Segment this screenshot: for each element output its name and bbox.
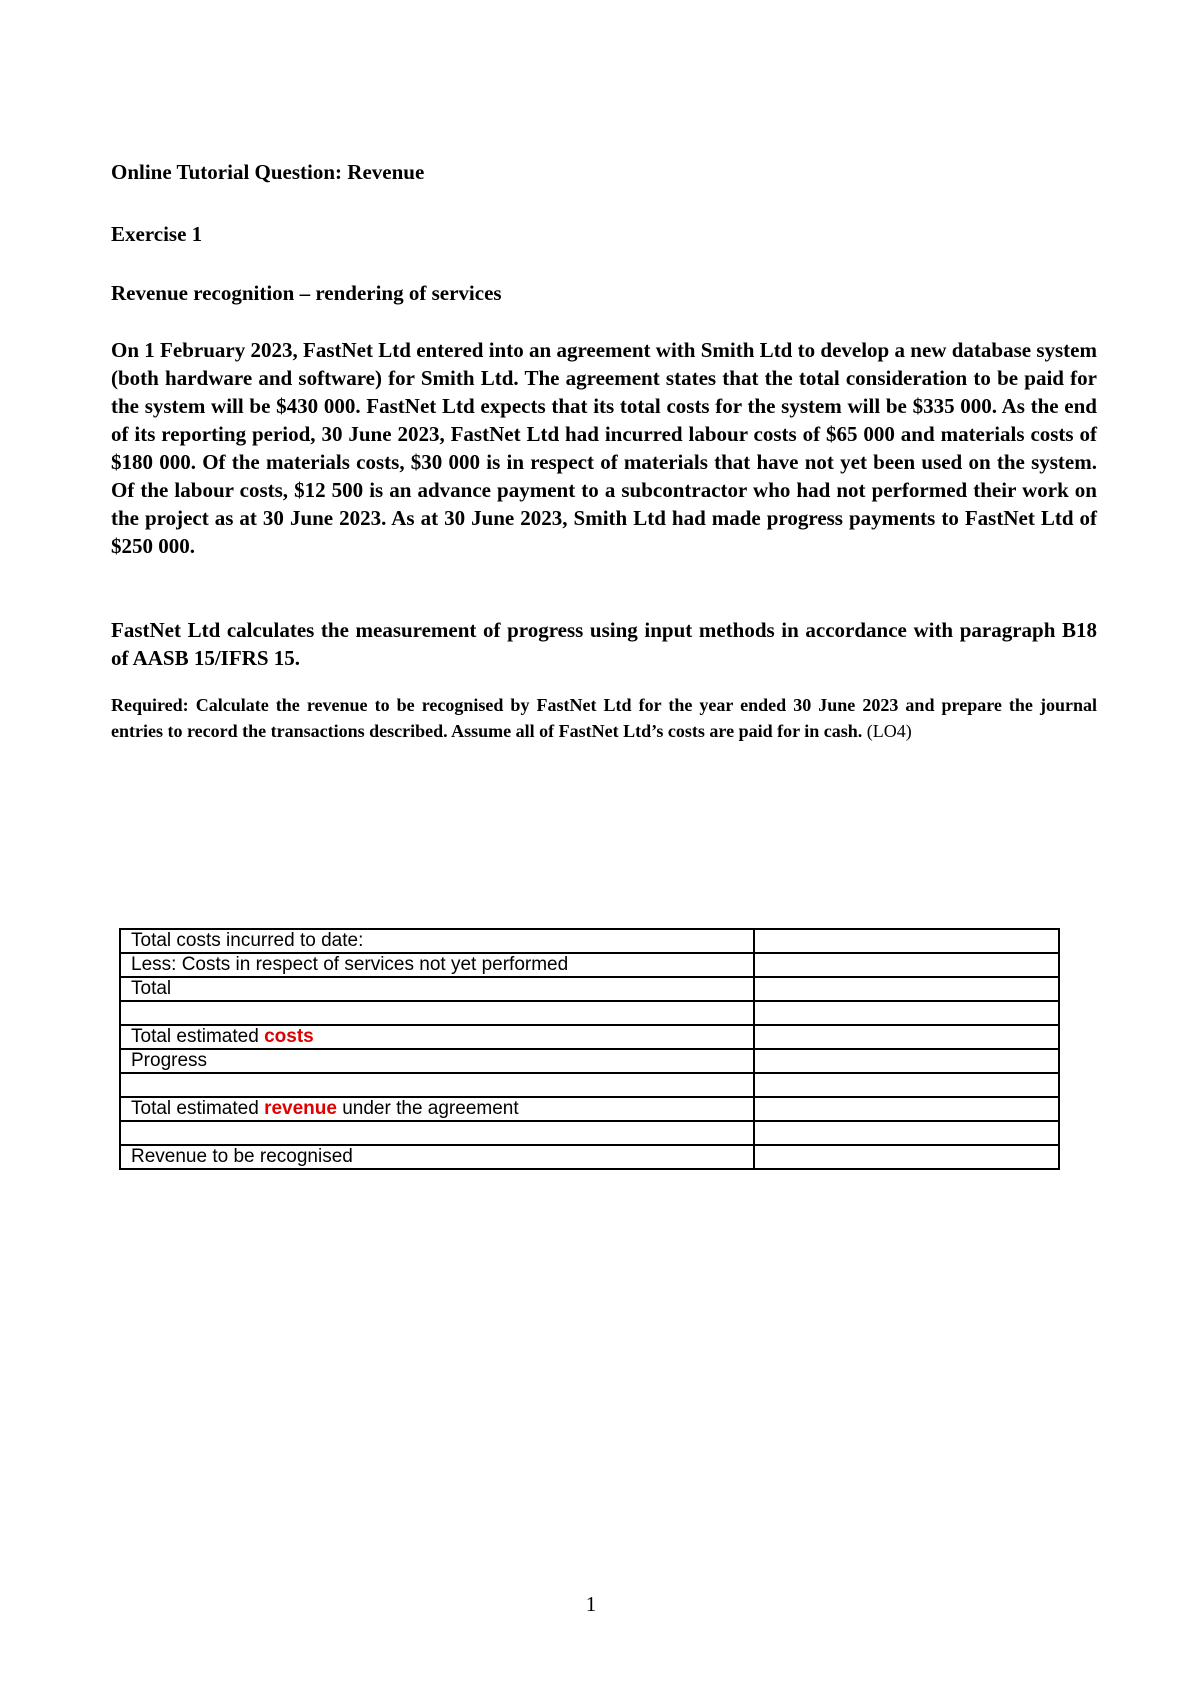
row-value-cell	[754, 1073, 1059, 1097]
table-row	[120, 1121, 1059, 1145]
table-row	[120, 977, 1059, 1001]
scenario-paragraph: On 1 February 2023, FastNet Ltd entered into an agreement with Smith Ltd to develop a new database system (both hardware and software) for Smith Ltd. The agreement states that the total consideration to be paid for the system will be $430 000. FastNet Ltd expects that its total costs for the system will be $335 000. As the end of its reporting period, 30 June 2023, FastNet Ltd had incurred labour costs of $65 000 and materials costs of $180 000. Of the materials costs, $30 000 is in respect of materials that have not yet been used on the system. Of the labour costs, $12 500 is an advance payment to a subcontractor who had not performed their work on the project as at 30 June 2023. As at 30 June 2023, Smith Ltd had made progress payments to FastNet Ltd of $250 000.	[111, 338, 1097, 558]
row-label	[120, 1073, 754, 1097]
row-value-cell	[754, 977, 1059, 1001]
row-label: Total costs incurred to date:	[120, 929, 754, 953]
row-label: Total	[120, 977, 754, 1001]
row-label-text: under the agreement	[336, 1098, 519, 1119]
highlight-revenue: revenue	[264, 1098, 337, 1119]
revenue-calculation-table	[119, 928, 1060, 1170]
row-value-cell	[754, 1145, 1059, 1169]
row-label: Less: Costs in respect of services not yet performed	[120, 953, 754, 977]
table-row	[120, 953, 1059, 977]
row-label: Revenue to be recognised	[120, 1145, 754, 1169]
row-label	[120, 1121, 754, 1145]
table-row	[120, 1145, 1059, 1169]
row-label	[120, 1001, 754, 1025]
document-title: Online Tutorial Question: Revenue	[111, 160, 425, 184]
table-row	[120, 929, 1059, 953]
table-row	[120, 1025, 1059, 1049]
page-number: 1	[585, 1592, 597, 1616]
highlight-costs: costs	[264, 1026, 314, 1047]
row-label: Progress	[120, 1049, 754, 1073]
exercise-subtitle: Revenue recognition – rendering of services	[111, 281, 502, 305]
row-value-cell	[754, 1049, 1059, 1073]
row-label-text: Total estimated	[131, 1098, 265, 1119]
row-label	[120, 1097, 754, 1121]
row-label-text: Total estimated	[131, 1026, 265, 1047]
row-value-cell	[754, 1025, 1059, 1049]
row-value-cell	[754, 1097, 1059, 1121]
table-row	[120, 1073, 1059, 1097]
row-value-cell	[754, 929, 1059, 953]
required-paragraph	[111, 693, 1097, 744]
exercise-heading: Exercise 1	[111, 222, 203, 246]
required-text: Required: Calculate the revenue to be recognised by FastNet Ltd for the year ended 30 June 2023 and prepare the journal entries to record the transactions described. Assume all of FastNet Ltd’s costs are paid for in cash.	[111, 695, 1097, 741]
row-label	[120, 1025, 754, 1049]
table-row	[120, 1097, 1059, 1121]
row-value-cell	[754, 953, 1059, 977]
learning-outcome: (LO4)	[862, 720, 912, 741]
method-paragraph: FastNet Ltd calculates the measurement of progress using input methods in accordance with paragraph B18 of AASB 15/IFRS 15.	[111, 618, 1097, 670]
row-value-cell	[754, 1001, 1059, 1025]
row-value-cell	[754, 1121, 1059, 1145]
table-row	[120, 1049, 1059, 1073]
table-row	[120, 1001, 1059, 1025]
